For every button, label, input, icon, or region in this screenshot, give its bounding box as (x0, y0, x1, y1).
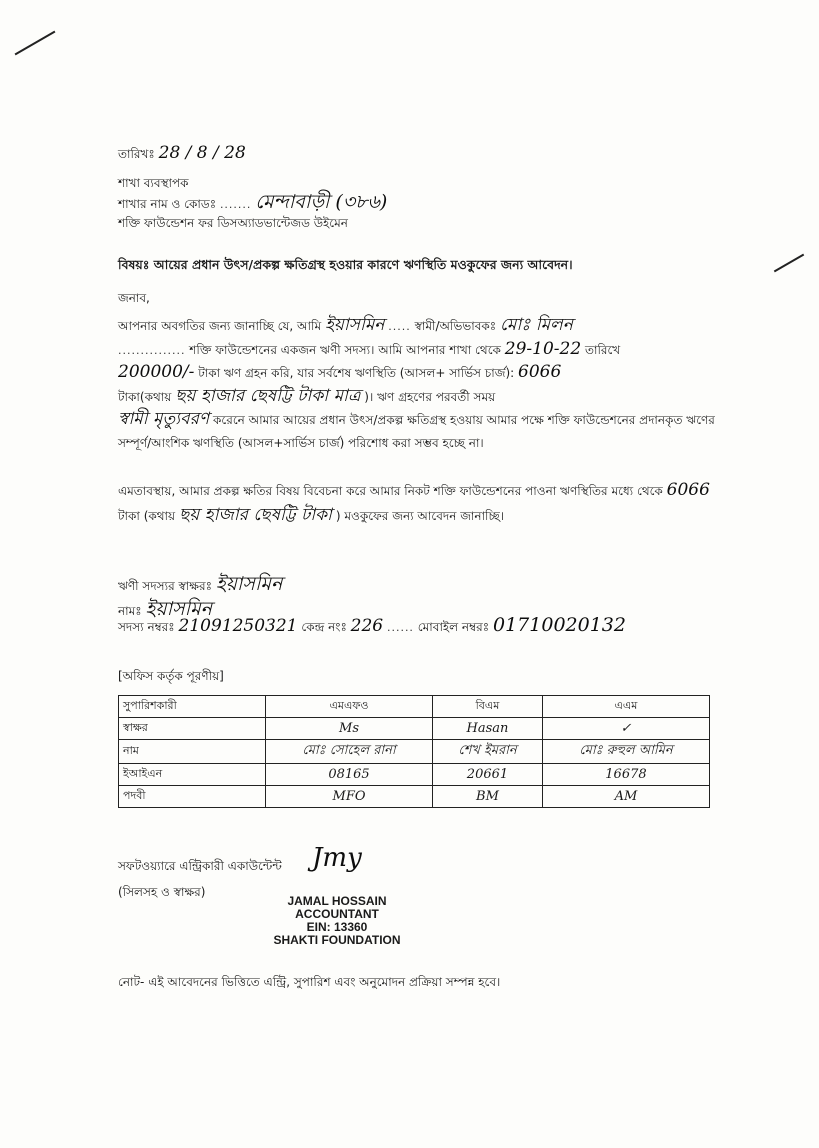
branch-name-value: মেন্দাবাড়ী (৩৮৬) (255, 191, 388, 213)
row-label: নাম (119, 740, 266, 764)
accountant-stamp (262, 895, 412, 947)
para1-line3 (118, 360, 561, 385)
member-number-row: সদস্য নম্বরঃ 21091250321 কেন্দ্র নংঃ 226 ...... মোবাইল নম্বরঃ 01710020132 (118, 614, 626, 636)
table-header: এএম (542, 696, 709, 718)
table-cell: 16678 (542, 764, 709, 786)
date-row (118, 143, 246, 166)
table-cell: মোঃ সোহেল রানা (266, 740, 433, 764)
mobile-value: 01710020132 (493, 614, 626, 636)
table-header: এমএফও (266, 696, 433, 718)
para2-text3: ) মওকুফের জন্য আবেদন জানাচ্ছি। (335, 509, 505, 523)
table-header-row (119, 696, 710, 718)
table-header: সুপারিশকারী (119, 696, 266, 718)
para1-text8: করেনে আমার আয়ের প্রধান উৎস/প্রকল্প ক্ষতিগ্রস্থ হওয়ায় আমার পক্ষে শক্তি ফাউন্ডেশনের প্রদানকৃত ঋণের সম্পূর্ণ/আংশিক ঋণস্থিতি (আসল+সার্ভিস চার্জ) পরিশোধ করা সম্ভব হচ্ছে না। (118, 413, 715, 450)
table-row (119, 764, 710, 786)
stamp-org: SHAKTI FOUNDATION (273, 933, 401, 947)
table-cell: BM (433, 786, 543, 808)
table-cell: 08165 (266, 764, 433, 786)
branch-name-label: শাখার নাম ও কোডঃ (118, 197, 217, 211)
table-cell: মোঃ রুহুল আমিন (542, 740, 709, 764)
accountant-seal-label: (সিলসহ ও স্বাক্ষর) (118, 885, 206, 899)
salutation: জনাব, (118, 291, 150, 305)
table-row (119, 786, 710, 808)
member-number-value: 21091250321 (178, 616, 298, 636)
balance-words: ছয় হাজার ছেষট্টি টাকা মাত্র (175, 386, 361, 406)
center-value: 226 (350, 616, 384, 636)
office-title: [অফিস কর্তৃক পূরণীয়] (118, 669, 224, 683)
applicant-name: ইয়াসমিন (324, 315, 385, 335)
branch-manager: শাখা ব্যবস্থাপক (118, 176, 189, 190)
subject: বিষয়ঃ আয়ের প্রধান উৎস/প্রকল্প ক্ষতিগ্রস্থ হওয়ার কারণে ঋণস্থিতি মওকুফের জন্য আবেদন। (118, 257, 573, 272)
member-sign-label: ঋণী সদস্যর স্বাক্ষরঃ (118, 579, 212, 593)
para1-text3: শক্তি ফাউন্ডেশনের একজন ঋণী সদস্য। আমি আপনার শাখা থেকে (189, 343, 501, 357)
table-row (119, 718, 710, 740)
table-cell: ✓ (542, 718, 709, 740)
stamp-name: JAMAL HOSSAIN (287, 894, 387, 908)
scan-mark-right (774, 254, 804, 273)
table-cell: Hasan (433, 718, 543, 740)
accountant-signature: Jmy (312, 843, 362, 873)
stamp-role: ACCOUNTANT (295, 907, 379, 921)
member-number-label: সদস্য নম্বরঃ (118, 620, 175, 634)
loan-amount: 200000/- (118, 362, 195, 382)
mobile-label: মোবাইল নম্বরঃ (417, 620, 490, 634)
branch-name-row: শাখার নাম ও কোডঃ ....... মেন্দাবাড়ী (৩৮৬) (118, 191, 388, 213)
para2-text2: টাকা (কথায় (118, 509, 176, 523)
loan-date: 29-10-22 (504, 339, 582, 359)
row-label: ইআইএন (119, 764, 266, 786)
table-cell: 20661 (433, 764, 543, 786)
scan-mark-top-left (15, 31, 56, 56)
para1-text2: স্বামী/অভিভাবকঃ (414, 319, 497, 333)
para1-text4: তারিখে (584, 343, 621, 357)
damage-reason: স্বামী মৃত্যুবরণ (118, 409, 210, 429)
para1-line1: আপনার অবগতির জন্য জানাচ্ছি যে, আমি ইয়াসমিন ..... স্বামী/অভিভাবকঃ মোঃ মিলন (118, 315, 573, 335)
para1-text1: আপনার অবগতির জন্য জানাচ্ছি যে, আমি (118, 319, 322, 333)
footer-note: নোট- এই আবেদনের ভিত্তিতে এন্ট্রি, সুপারিশ এবং অনুমোদন প্রক্রিয়া সম্পন্ন হবে। (118, 975, 501, 989)
para2 (118, 478, 718, 528)
para1-line2: ............... শক্তি ফাউন্ডেশনের একজন ঋণী সদস্য। আমি আপনার শাখা থেকে 29-10-22 তারিখে (118, 339, 621, 359)
member-name-value: ইয়াসমিন (145, 598, 213, 620)
para1-text7: )। ঋণ গ্রহণের পরবর্তী সময় (364, 390, 496, 404)
table-header: বিএম (433, 696, 543, 718)
table-cell: শেখ ইমরান (433, 740, 543, 764)
date-label: তারিখঃ (118, 147, 155, 161)
waiver-words: ছয় হাজার ছেষট্টি টাকা (178, 505, 332, 525)
date-value: 28 / 8 / 28 (158, 143, 246, 163)
row-label: স্বাক্ষর (119, 718, 266, 740)
accountant-label: সফটওয়্যারে এন্ট্রিকারী একাউন্টেন্ট (118, 859, 282, 873)
table-cell: Ms (266, 718, 433, 740)
waiver-amount: 6066 (666, 480, 710, 500)
member-signature: ইয়াসমিন (215, 573, 283, 595)
table-cell: MFO (266, 786, 433, 808)
branch-org: শক্তি ফাউন্ডেশন ফর ডিসঅ্যাডভান্টেজড উইমেন (118, 216, 348, 230)
center-label: কেন্দ্র নংঃ (301, 620, 347, 634)
para1-text5: টাকা ঋণ গ্রহন করি, যার সর্বশেষ ঋণস্থিতি (আসল+ সার্ভিস চার্জ): (198, 366, 515, 380)
para1-text6: টাকা(কথায় (118, 390, 172, 404)
member-name-label: নামঃ (118, 604, 142, 618)
table-cell: AM (542, 786, 709, 808)
para2-text1: এমতাবস্থায়, আমার প্রকল্প ক্ষতির বিষয় বিবেচনা করে আমার নিকট শক্তি ফাউন্ডেশনের পাওনা ঋণস্থিতির মধ্যে থেকে (118, 484, 663, 498)
loan-balance: 6066 (518, 362, 562, 382)
stamp-ein: EIN: 13360 (306, 920, 368, 934)
row-label: পদবী (119, 786, 266, 808)
para1-line4 (118, 384, 495, 409)
recommendation-table (118, 695, 710, 808)
guardian-name: মোঃ মিলন (500, 315, 573, 335)
para1-line5 (118, 408, 718, 455)
table-row (119, 740, 710, 764)
